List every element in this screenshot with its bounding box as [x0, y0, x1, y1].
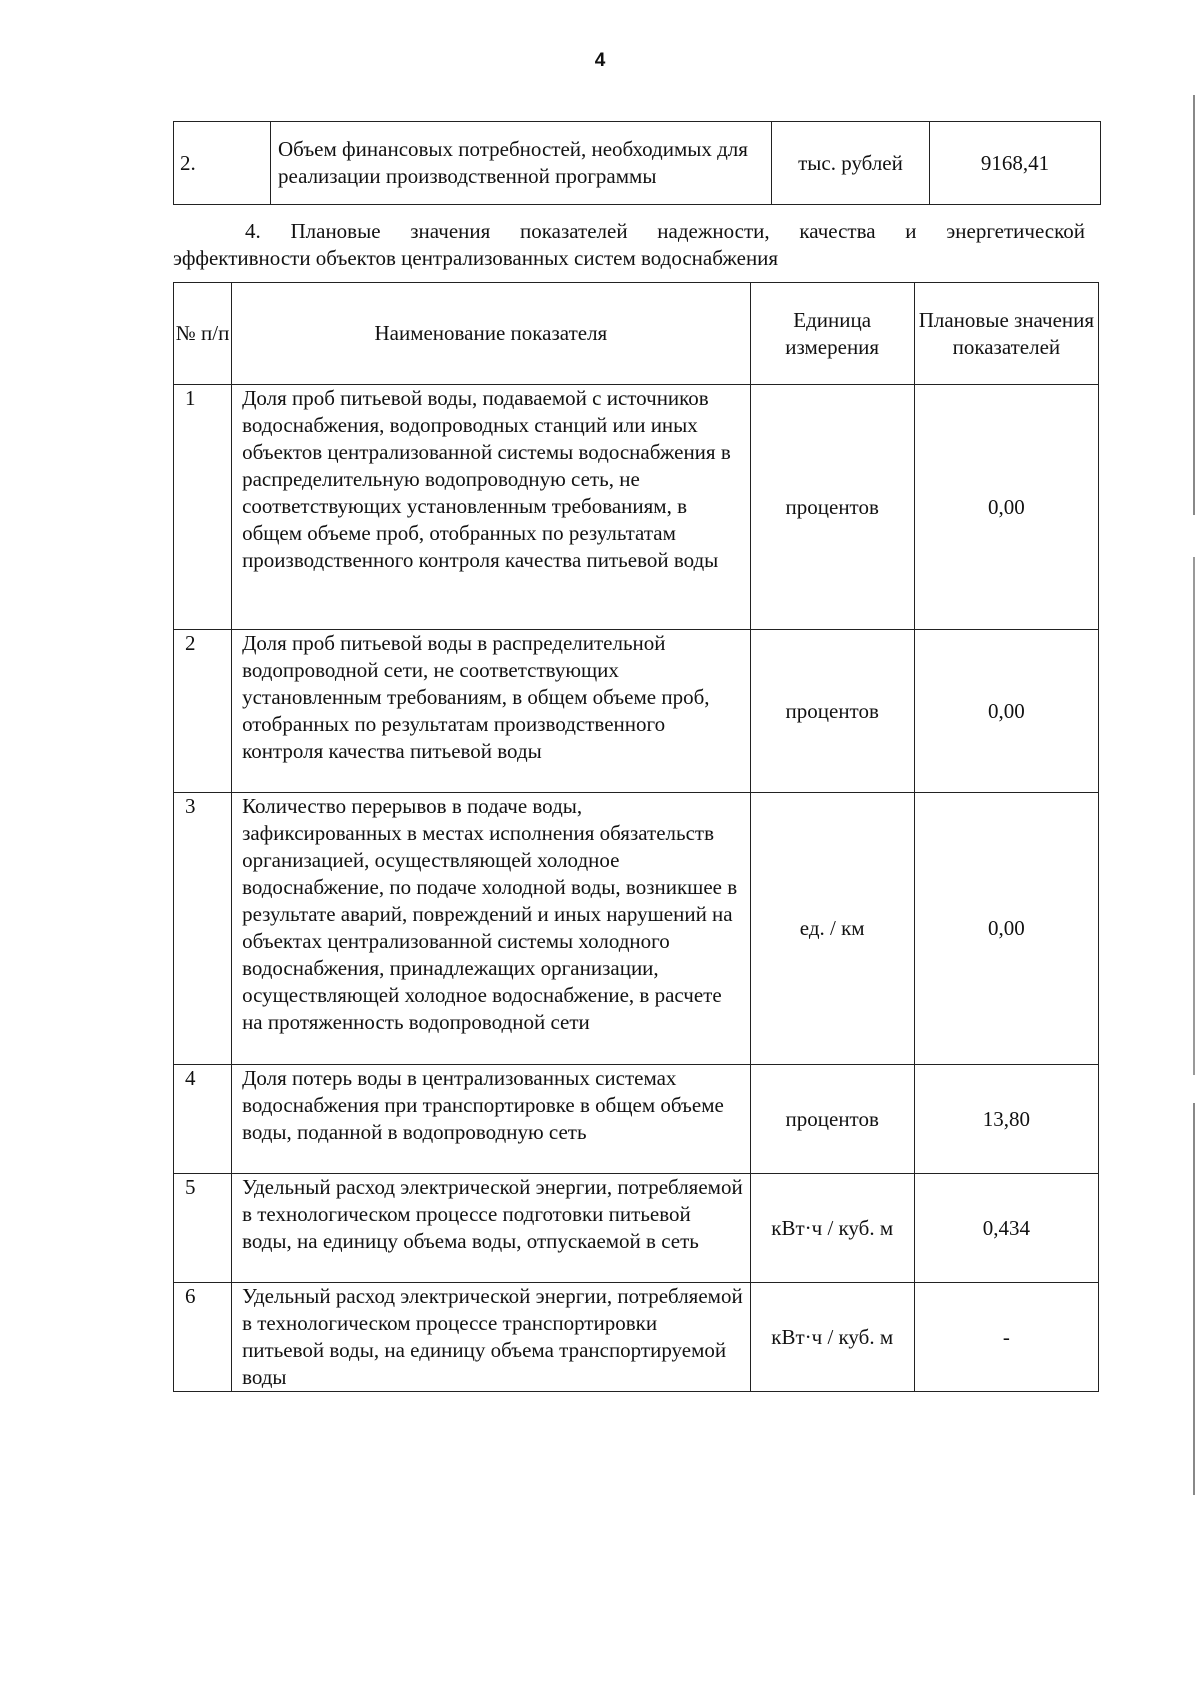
- row-value: 9168,41: [930, 122, 1101, 205]
- table-row: [174, 122, 1101, 205]
- row-value: 0,00: [914, 793, 1098, 1065]
- header-name: Наименование показателя: [232, 283, 751, 385]
- row-unit: ед. / км: [750, 793, 914, 1065]
- row-unit: тыс. рублей: [772, 122, 930, 205]
- row-name: Доля проб питьевой воды, подаваемой с источников водоснабжения, водопроводных станций или иных объектов централизованной системы водоснабжения в распределительную водопроводную сеть, не соответствующих установленным требованиям, в общем объеме проб, отобранных по результатам производственного контроля качества питьевой воды: [232, 385, 751, 630]
- page-number: 4: [594, 50, 606, 71]
- row-value: 0,00: [914, 630, 1098, 793]
- section-heading-line-1: 4. Плановые значения показателей надежности, качества и энергетической: [245, 219, 1085, 243]
- row-value: 0,434: [914, 1174, 1098, 1283]
- finance-table: [173, 121, 1101, 205]
- table-row: [174, 1283, 1099, 1392]
- header-num: № п/п: [174, 283, 232, 385]
- scan-edge-line: [1193, 95, 1195, 1495]
- row-value: 13,80: [914, 1065, 1098, 1174]
- header-value: Плановые значения показателей: [914, 283, 1098, 385]
- row-name: Объем финансовых потребностей, необходимых для реализации производственной программы: [271, 122, 772, 205]
- row-number: 2: [174, 630, 232, 793]
- row-unit: кВт·ч / куб. м: [750, 1174, 914, 1283]
- table-row: [174, 385, 1099, 630]
- row-number: 3: [174, 793, 232, 1065]
- header-unit: Единица измерения: [750, 283, 914, 385]
- table-row: [174, 793, 1099, 1065]
- row-number: 4: [174, 1065, 232, 1174]
- row-number: 1: [174, 385, 232, 630]
- row-name: Удельный расход электрической энергии, потребляемой в технологическом процессе транспортировки питьевой воды, на единицу объема транспортируемой воды: [232, 1283, 751, 1392]
- indicators-table: [173, 282, 1099, 1392]
- table-row: [174, 1174, 1099, 1283]
- section-heading-line-2: эффективности объектов централизованных систем водоснабжения: [173, 246, 779, 270]
- row-unit: процентов: [750, 1065, 914, 1174]
- table-header-row: [174, 283, 1099, 385]
- row-number: 6: [174, 1283, 232, 1392]
- row-unit: кВт·ч / куб. м: [750, 1283, 914, 1392]
- row-number: 2.: [174, 122, 271, 205]
- row-name: Удельный расход электрической энергии, потребляемой в технологическом процессе подготовки питьевой воды, на единицу объема воды, отпускаемой в сеть: [232, 1174, 751, 1283]
- row-value: -: [914, 1283, 1098, 1392]
- row-name: Доля проб питьевой воды в распределительной водопроводной сети, не соответствующих установленным требованиям, в общем объеме проб, отобранных по результатам производственного контроля качества питьевой воды: [232, 630, 751, 793]
- table-row: [174, 1065, 1099, 1174]
- row-unit: процентов: [750, 385, 914, 630]
- row-number: 5: [174, 1174, 232, 1283]
- row-name: Доля потерь воды в централизованных системах водоснабжения при транспортировке в общем объеме воды, поданной в водопроводную сеть: [232, 1065, 751, 1174]
- table-row: [174, 630, 1099, 793]
- row-value: 0,00: [914, 385, 1098, 630]
- section-heading: [173, 218, 1085, 272]
- row-name: Количество перерывов в подаче воды, зафиксированных в местах исполнения обязательств организацией, осуществляющей холодное водоснабжение, по подаче холодной воды, возникшее в результате аварий, повреждений и иных нарушений на объектах централизованной системы холодного водоснабжения, принадлежащих организации, осуществляющей холодное водоснабжение, в расчете на протяженность водопроводной сети: [232, 793, 751, 1065]
- row-unit: процентов: [750, 630, 914, 793]
